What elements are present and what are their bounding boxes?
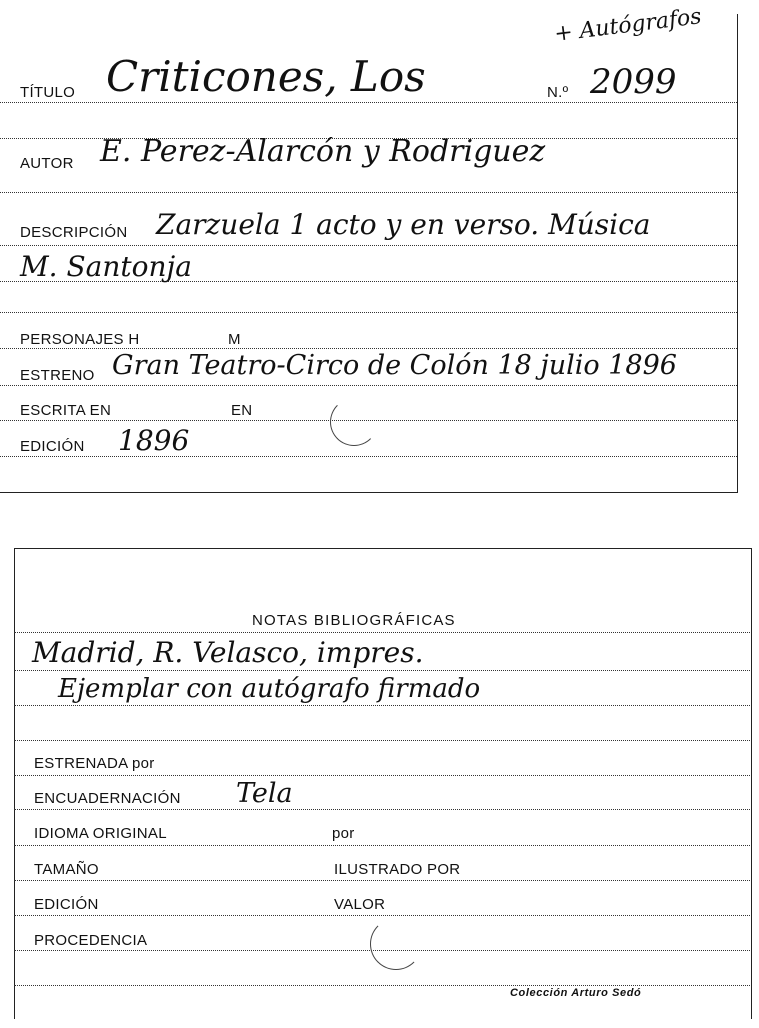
- edicion-label: EDICIÓN: [20, 438, 85, 455]
- escrita-en-label: ESCRITA EN: [20, 402, 112, 419]
- notes-line-2: Ejemplar con autógrafo firmado: [58, 674, 481, 704]
- descripcion-value-continued: M. Santonja: [20, 250, 192, 283]
- encuadernacion-label: ENCUADERNACIÓN: [34, 790, 181, 807]
- valor-label: VALOR: [334, 896, 386, 913]
- encuadernacion-value: Tela: [236, 778, 293, 809]
- rule: [14, 632, 750, 633]
- personajes-label: PERSONAJES H: [20, 331, 140, 348]
- rule: [14, 915, 750, 916]
- descripcion-label: DESCRIPCIÓN: [20, 224, 128, 241]
- rule: [14, 845, 750, 846]
- titulo-label: TÍTULO: [20, 84, 76, 101]
- numero-value: 2099: [590, 62, 677, 102]
- notas-heading: NOTAS BIBLIOGRÁFICAS: [252, 612, 456, 629]
- rule: [0, 348, 737, 349]
- rule: [14, 985, 750, 986]
- rule: [0, 245, 737, 246]
- procedencia-label: PROCEDENCIA: [34, 932, 148, 949]
- rule: [14, 740, 750, 741]
- rule: [0, 102, 737, 103]
- notes-line-1: Madrid, R. Velasco, impres.: [32, 636, 424, 669]
- corner-note: + Autógrafos: [552, 4, 703, 47]
- rule: [14, 880, 750, 881]
- autor-value: E. Perez-Alarcón y Rodriguez: [100, 134, 546, 169]
- punch-hole: [370, 918, 422, 970]
- estreno-label: ESTRENO: [20, 367, 95, 384]
- rule: [14, 809, 750, 810]
- en-label: EN: [231, 402, 253, 419]
- rule: [0, 385, 737, 386]
- rule: [14, 775, 750, 776]
- estrenada-label: ESTRENADA por: [34, 755, 155, 772]
- descripcion-value: Zarzuela 1 acto y en verso. Música: [156, 208, 651, 241]
- rule: [0, 456, 737, 457]
- punch-hole: [330, 398, 378, 446]
- personajes-m-label: M: [228, 331, 241, 348]
- rule: [0, 312, 737, 313]
- rule: [14, 705, 750, 706]
- rule: [14, 670, 750, 671]
- edicion-value: 1896: [118, 424, 190, 457]
- edicion-back-label: EDICIÓN: [34, 896, 99, 913]
- rule: [0, 192, 737, 193]
- autor-label: AUTOR: [20, 155, 74, 172]
- titulo-value: Criticones, Los: [106, 52, 426, 101]
- numero-label: N.º: [547, 84, 569, 101]
- collection-credit: Colección Arturo Sedó: [510, 987, 642, 999]
- por-label: por: [332, 825, 355, 842]
- tamano-label: TAMAÑO: [34, 861, 99, 878]
- idioma-label: IDIOMA ORIGINAL: [34, 825, 167, 842]
- ilustrado-label: ILUSTRADO POR: [334, 861, 461, 878]
- estreno-value: Gran Teatro-Circo de Colón 18 julio 1896: [112, 350, 677, 381]
